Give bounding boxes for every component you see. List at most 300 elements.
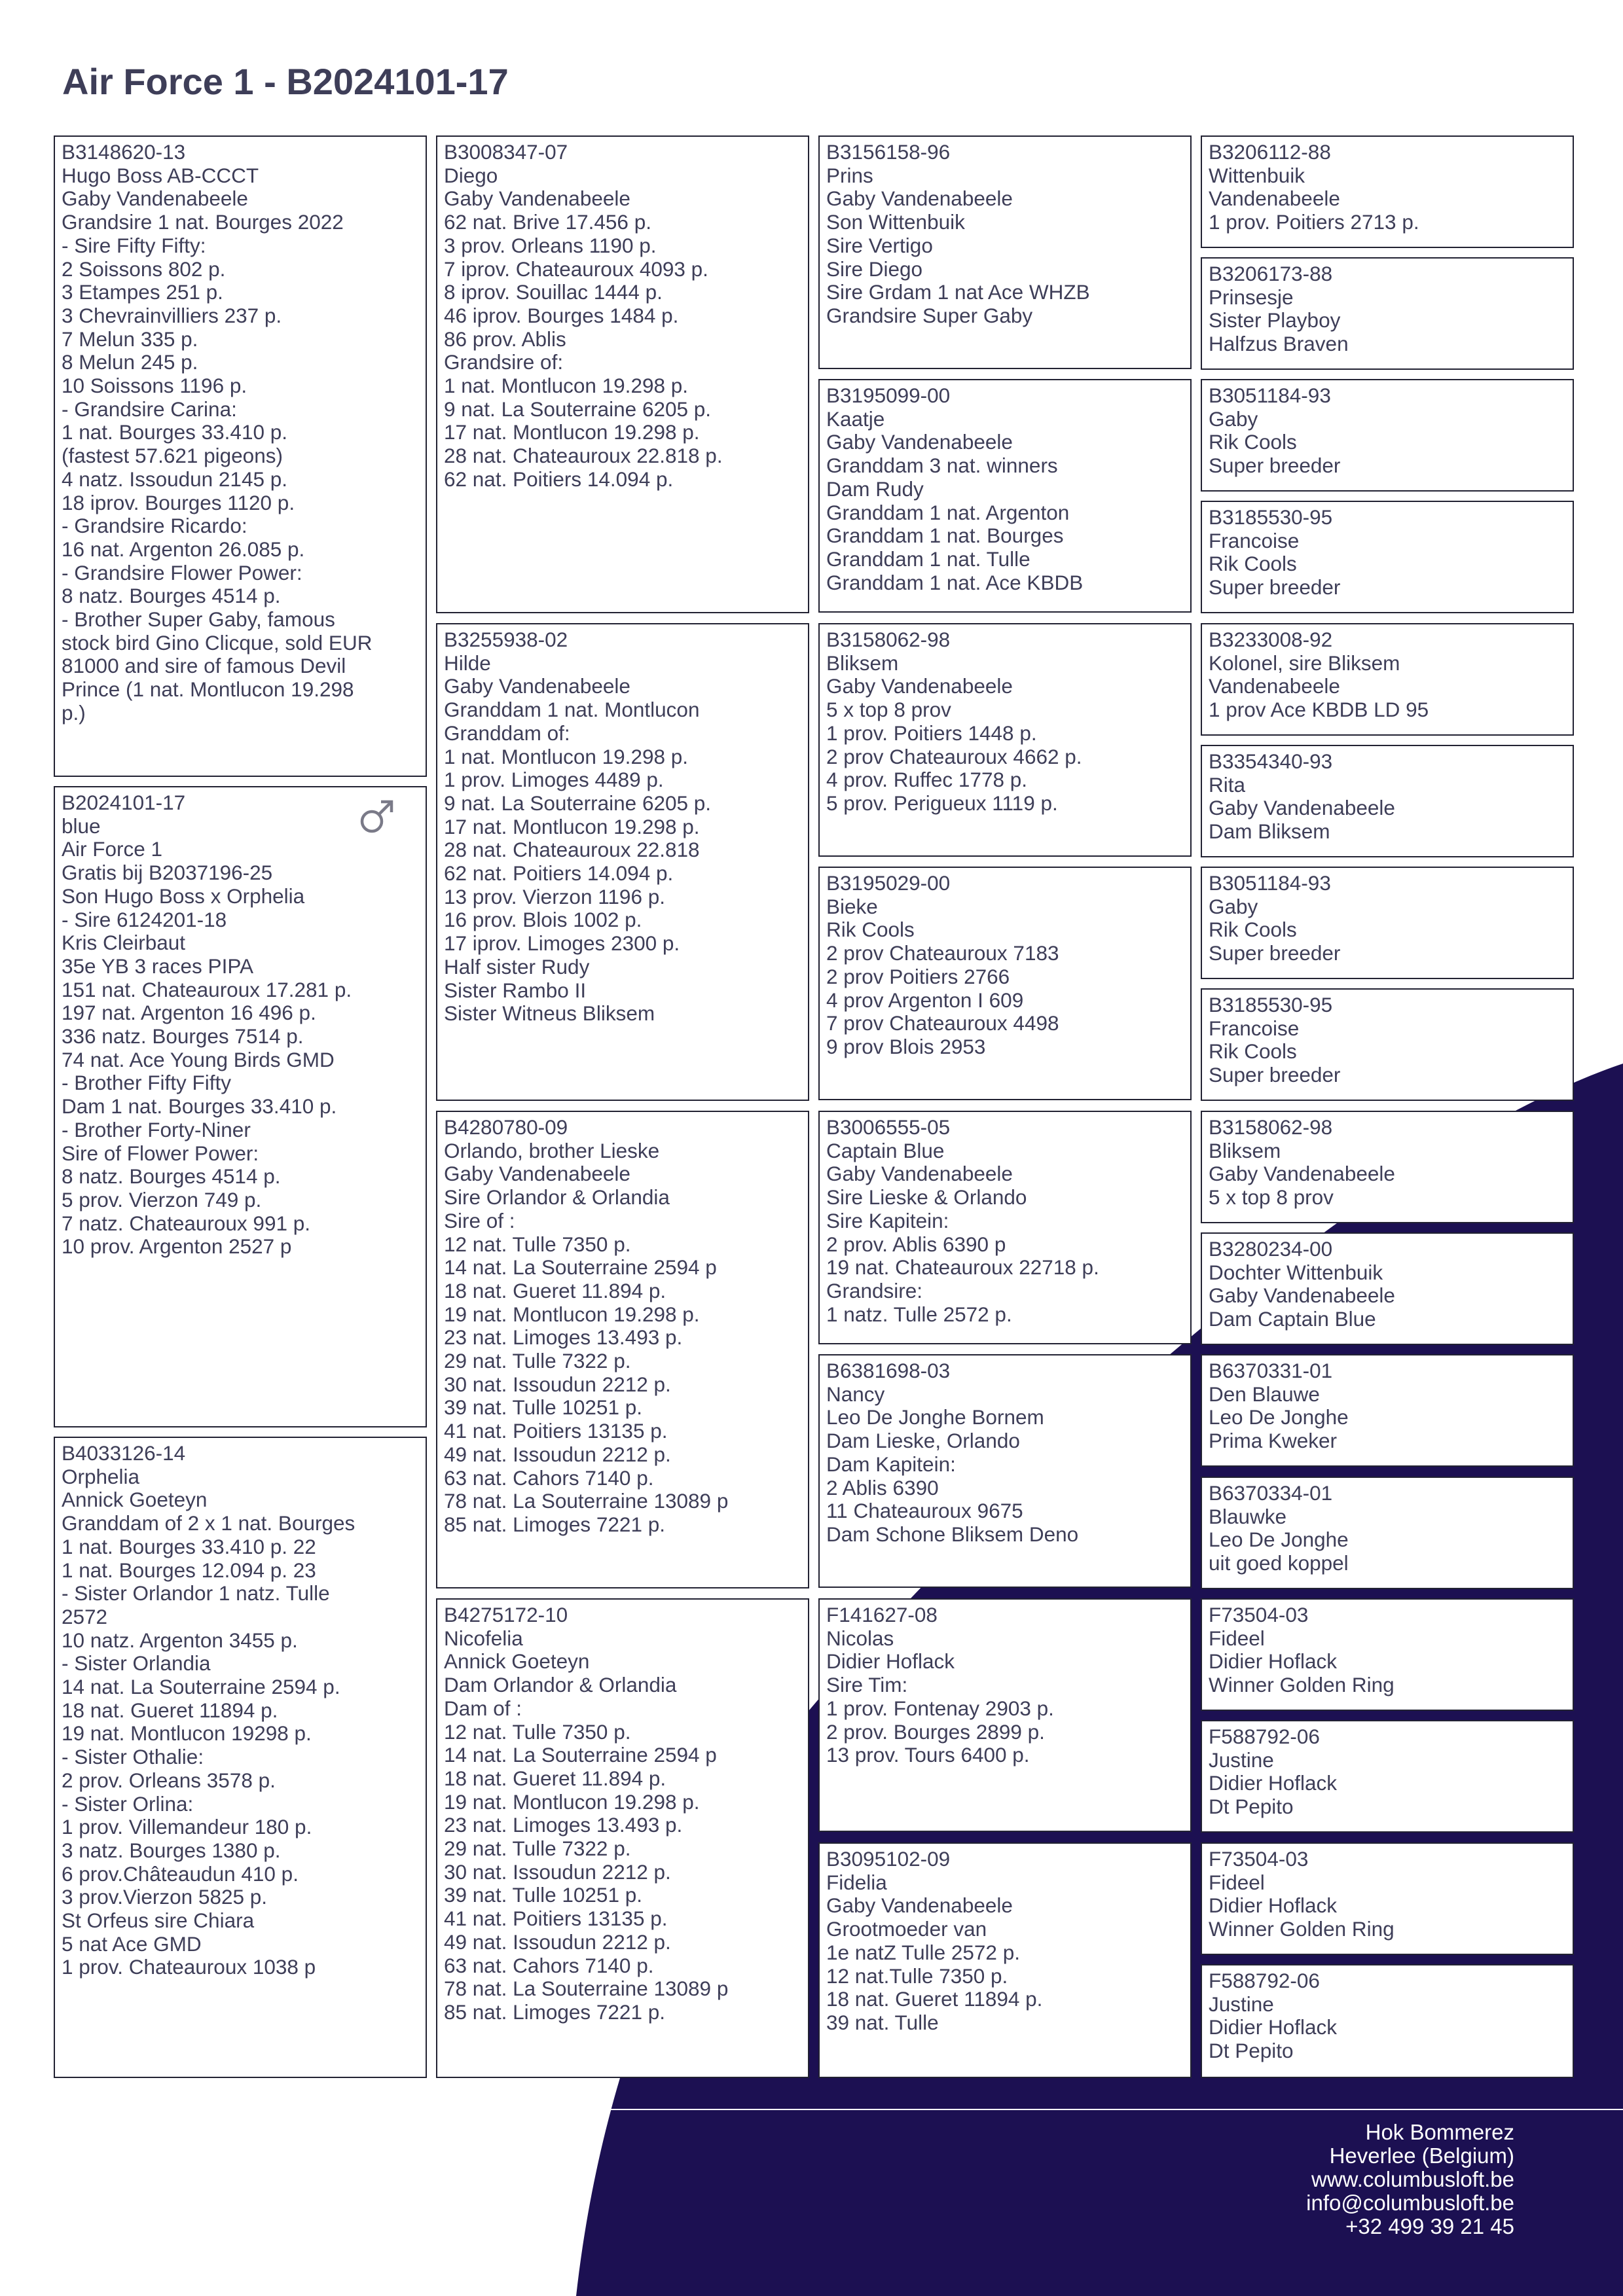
card-line: 7 prov Chateauroux 4498 <box>826 1011 1059 1035</box>
card-line: 81000 and sire of famous Devil <box>62 654 346 678</box>
card-gen4-9 <box>1201 1111 1574 1223</box>
card-line: Granddam 1 nat. Montlucon <box>444 698 700 722</box>
card-gen4-15 <box>1201 1842 1574 1955</box>
card-line: 62 nat. Brive 17.456 p. <box>444 210 651 234</box>
card-gen3-7 <box>818 1598 1192 1832</box>
card-line: Didier Hoflack <box>826 1649 955 1674</box>
card-line: Didier Hoflack <box>1209 1771 1338 1795</box>
card-line: Vandenabeele <box>1209 187 1340 211</box>
male-symbol-icon <box>357 797 397 836</box>
card-line: Rik Cools <box>1209 1039 1297 1064</box>
card-line: 3 natz. Bourges 1380 p. <box>62 1838 281 1862</box>
card-line: 74 nat. Ace Young Birds GMD <box>62 1047 335 1071</box>
card-line: 7 iprov. Chateauroux 4093 p. <box>444 257 708 281</box>
card-line: 4 prov Argenton I 609 <box>826 988 1024 1012</box>
ring-number: B6370334-01 <box>1209 1481 1333 1505</box>
card-line: 28 nat. Chateauroux 22.818 p. <box>444 444 723 468</box>
card-line: - Grandsire Ricardo: <box>62 514 247 538</box>
card-line: Gaby Vandenabeele <box>826 430 1013 454</box>
card-line: Rik Cools <box>826 918 915 942</box>
card-gen3-3 <box>818 623 1192 857</box>
card-line: Winner Golden Ring <box>1209 1917 1395 1941</box>
card-line: 1 nat. Montlucon 19.298 p. <box>444 374 689 398</box>
card-line: Gaby Vandenabeele <box>826 1162 1013 1186</box>
card-line: 3 prov.Vierzon 5825 p. <box>62 1885 268 1909</box>
card-line: Sister Rambo II <box>444 978 587 1002</box>
card-line: 1e natZ Tulle 2572 p. <box>826 1940 1020 1964</box>
card-line: Gaby Vandenabeele <box>826 674 1013 698</box>
card-dam <box>54 1437 427 2078</box>
ring-number: F73504-03 <box>1209 1603 1309 1626</box>
card-line: Sister Witneus Bliksem <box>444 1001 655 1026</box>
card-line: 1 prov. Poitiers 2713 p. <box>1209 210 1419 234</box>
ring-number: B3280234-00 <box>1209 1237 1333 1261</box>
card-line: Gaby Vandenabeele <box>444 187 630 211</box>
card-line: 2 prov. Orleans 3578 p. <box>62 1768 276 1792</box>
card-line: - Grandsire Carina: <box>62 397 237 421</box>
card-line: 9 prov Blois 2953 <box>826 1034 986 1058</box>
ring-number: B4275172-10 <box>444 1603 568 1626</box>
card-line: 1 natz. Tulle 2572 p. <box>826 1302 1012 1326</box>
website-link[interactable]: www.columbusloft.be <box>1311 2167 1514 2191</box>
card-line: Rik Cools <box>1209 430 1297 454</box>
card-gen4-1 <box>1201 135 1574 248</box>
card-line: Prins <box>826 163 873 187</box>
card-line: 30 nat. Issoudun 2212 p. <box>444 1859 671 1884</box>
card-line: 1 prov. Poitiers 1448 p. <box>826 721 1037 745</box>
ring-number: B3195099-00 <box>826 384 951 407</box>
card-line: Justine <box>1209 1992 1274 2016</box>
card-line: 9 nat. La Souterraine 6205 p. <box>444 397 712 421</box>
card-line: Sire of : <box>444 1208 515 1232</box>
card-line: 85 nat. Limoges 7221 p. <box>444 1512 665 1536</box>
card-line: 8 natz. Bourges 4514 p. <box>62 584 281 608</box>
card-line: 49 nat. Issoudun 2212 p. <box>444 1929 671 1954</box>
card-line: (fastest 57.621 pigeons) <box>62 444 283 468</box>
card-line: 12 nat. Tulle 7350 p. <box>444 1232 631 1256</box>
card-line: Fideel <box>1209 1870 1265 1894</box>
card-line: 5 nat Ace GMD <box>62 1931 202 1956</box>
card-line: 49 nat. Issoudun 2212 p. <box>444 1442 671 1466</box>
card-line: Den Blauwe <box>1209 1382 1320 1406</box>
card-line: 19 nat. Montlucon 19.298 p. <box>444 1789 700 1814</box>
ring-number: B3006555-05 <box>826 1115 951 1139</box>
card-line: - Grandsire Flower Power: <box>62 560 302 584</box>
card-line: Dam Kapitein: <box>826 1452 956 1476</box>
card-line: 13 prov. Tours 6400 p. <box>826 1743 1030 1767</box>
card-line: 39 nat. Tulle 10251 p. <box>444 1395 642 1420</box>
card-line: Orphelia <box>62 1464 140 1488</box>
card-line: 29 nat. Tulle 7322 p. <box>444 1349 631 1373</box>
card-line: 62 nat. Poitiers 14.094 p. <box>444 467 674 491</box>
card-line: 6 prov.Châteaudun 410 p. <box>62 1861 299 1886</box>
card-gen4-10 <box>1201 1232 1574 1345</box>
card-line: Sire of Flower Power: <box>62 1141 259 1165</box>
card-line: Son Hugo Boss x Orphelia <box>62 884 305 908</box>
card-line: stock bird Gino Clicque, sold EUR <box>62 630 373 655</box>
card-line: 3 prov. Orleans 1190 p. <box>444 233 657 257</box>
card-line: - Sister Orlandia <box>62 1651 211 1676</box>
card-gen3-6 <box>818 1354 1192 1588</box>
card-line: Dt Pepito <box>1209 2039 1294 2063</box>
card-line: Half sister Rudy <box>444 954 590 978</box>
card-line: 2 prov Chateauroux 7183 <box>826 941 1059 965</box>
card-line: 7 natz. Chateauroux 991 p. <box>62 1211 311 1235</box>
card-line: 30 nat. Issoudun 2212 p. <box>444 1372 671 1396</box>
ring-number: B3185530-95 <box>1209 505 1333 529</box>
card-line: Nicolas <box>826 1626 894 1650</box>
card-line: 151 nat. Chateauroux 17.281 p. <box>62 977 352 1001</box>
card-line: 8 natz. Bourges 4514 p. <box>62 1164 281 1189</box>
card-sire-sire <box>436 135 809 613</box>
card-line: Fideel <box>1209 1626 1265 1650</box>
card-line: - Sister Orlina: <box>62 1791 194 1816</box>
card-line: 10 Soissons 1196 p. <box>62 374 247 398</box>
ring-number: B3354340-93 <box>1209 749 1333 773</box>
card-line: Granddam 1 nat. Argenton <box>826 500 1070 524</box>
card-line: 2 prov Poitiers 2766 <box>826 964 1010 988</box>
ring-number: B3156158-96 <box>826 140 951 164</box>
card-line: Leo De Jonghe Bornem <box>826 1405 1044 1429</box>
card-gen4-11 <box>1201 1354 1574 1467</box>
loft-location: Heverlee (Belgium) <box>1329 2144 1514 2168</box>
card-line: 18 iprov. Bourges 1120 p. <box>62 490 295 514</box>
card-line: 1 prov. Fontenay 2903 p. <box>826 1696 1054 1720</box>
card-line: Gaby Vandenabeele <box>826 187 1013 211</box>
card-gen4-5 <box>1201 623 1574 736</box>
card-line: Dochter Wittenbuik <box>1209 1260 1383 1284</box>
ring-number: B3148620-13 <box>62 140 186 164</box>
card-line: Prima Kweker <box>1209 1429 1338 1453</box>
card-line: Sire Vertigo <box>826 233 933 257</box>
card-line: Francoise <box>1209 528 1300 552</box>
card-line: 39 nat. Tulle <box>826 2010 939 2034</box>
card-line: Hilde <box>444 651 491 675</box>
card-gen4-4 <box>1201 501 1574 613</box>
card-line: Granddam 1 nat. Tulle <box>826 547 1030 571</box>
ring-number: B3185530-95 <box>1209 993 1333 1016</box>
card-line: 41 nat. Poitiers 13135 p. <box>444 1419 668 1443</box>
ring-number: B3095102-09 <box>826 1847 951 1871</box>
ring-number: B3051184-93 <box>1209 384 1331 407</box>
card-line: 19 nat. Montlucon 19298 p. <box>62 1721 312 1746</box>
card-gen3-4 <box>818 867 1192 1100</box>
card-gen4-14 <box>1201 1720 1574 1833</box>
card-line: 336 natz. Bourges 7514 p. <box>62 1024 304 1049</box>
card-line: Gaby <box>1209 406 1258 431</box>
card-line: Gaby Vandenabeele <box>444 1162 630 1186</box>
card-line: Super breeder <box>1209 454 1341 478</box>
ring-number: B3206112-88 <box>1209 140 1331 164</box>
card-line: 1 prov Ace KBDB LD 95 <box>1209 698 1429 722</box>
card-line: 12 nat. Tulle 7350 p. <box>444 1719 631 1744</box>
card-line: 78 nat. La Souterraine 13089 p <box>444 1977 729 2001</box>
card-line: Bieke <box>826 894 878 918</box>
card-line: - Sister Orlandor 1 natz. Tulle <box>62 1581 330 1605</box>
card-line: 14 nat. La Souterraine 2594 p. <box>62 1675 340 1699</box>
card-gen4-8 <box>1201 988 1574 1101</box>
card-line: 10 prov. Argenton 2527 p <box>62 1234 292 1259</box>
card-line: 86 prov. Ablis <box>444 327 566 351</box>
card-line: 12 nat.Tulle 7350 p. <box>826 1964 1008 1988</box>
card-line: Gaby Vandenabeele <box>62 187 248 211</box>
card-line: 29 nat. Tulle 7322 p. <box>444 1837 631 1861</box>
card-line: Dam 1 nat. Bourges 33.410 p. <box>62 1094 337 1119</box>
card-line: - Brother Super Gaby, famous <box>62 607 335 632</box>
card-line: 1 prov. Limoges 4489 p. <box>444 768 664 792</box>
card-line: Bliksem <box>826 651 899 675</box>
card-line: 8 Melun 245 p. <box>62 350 198 374</box>
card-line: Sire Diego <box>826 257 923 281</box>
card-line: Bliksem <box>1209 1138 1281 1162</box>
card-line: 4 prov. Ruffec 1778 p. <box>826 768 1028 792</box>
card-gen3-1 <box>818 135 1192 369</box>
card-line: Sister Playboy <box>1209 308 1341 332</box>
card-line: 2 prov Chateauroux 4662 p. <box>826 744 1082 768</box>
card-line: Rik Cools <box>1209 552 1297 576</box>
card-line: 5 x top 8 prov <box>1209 1185 1334 1210</box>
card-line: 78 nat. La Souterraine 13089 p <box>444 1489 729 1513</box>
card-line: 1 prov. Villemandeur 180 p. <box>62 1815 312 1839</box>
card-line: St Orfeus sire Chiara <box>62 1909 255 1933</box>
footer-divider <box>599 2109 1623 2110</box>
card-line: Dam Lieske, Orlando <box>826 1429 1020 1453</box>
card-line: Granddam of 2 x 1 nat. Bourges <box>62 1511 356 1535</box>
card-line: - Sister Othalie: <box>62 1745 204 1769</box>
card-line: 18 nat. Gueret 11894 p. <box>826 1987 1043 2011</box>
card-line: 19 nat. Chateauroux 22718 p. <box>826 1255 1099 1280</box>
card-line: Sire Lieske & Orlando <box>826 1185 1027 1210</box>
card-line: 23 nat. Limoges 13.493 p. <box>444 1325 683 1350</box>
ring-number: B3195029-00 <box>826 871 951 895</box>
ring-number: F73504-03 <box>1209 1847 1309 1871</box>
card-line: 3 Chevrainvilliers 237 p. <box>62 303 282 327</box>
card-line: Blauwke <box>1209 1504 1287 1528</box>
card-line: Halfzus Braven <box>1209 332 1349 356</box>
card-gen4-3 <box>1201 379 1574 492</box>
card-gen4-12 <box>1201 1477 1574 1589</box>
ring-number: B3158062-98 <box>1209 1115 1333 1139</box>
card-line: 5 prov. Vierzon 749 p. <box>62 1187 262 1211</box>
card-dam-dam <box>436 1598 809 2078</box>
card-gen4-2 <box>1201 257 1574 370</box>
card-line: Dam Schone Bliksem Deno <box>826 1522 1079 1546</box>
card-main-pigeon <box>54 786 427 1427</box>
card-line: Dam Captain Blue <box>1209 1307 1376 1331</box>
card-line: 2 Ablis 6390 <box>826 1475 939 1499</box>
card-line: Wittenbuik <box>1209 163 1305 187</box>
card-line: 16 nat. Argenton 26.085 p. <box>62 537 305 561</box>
card-line: Granddam 3 nat. winners <box>826 454 1058 478</box>
card-line: Gaby Vandenabeele <box>1209 1162 1395 1186</box>
card-line: Fidelia <box>826 1870 887 1894</box>
card-line: uit goed koppel <box>1209 1551 1349 1575</box>
ring-number: B3158062-98 <box>826 628 951 651</box>
card-line: 85 nat. Limoges 7221 p. <box>444 2000 665 2024</box>
ring-number: B4033126-14 <box>62 1441 186 1465</box>
card-line: 1 prov. Chateauroux 1038 p <box>62 1955 316 1979</box>
card-line: Dam Orlandor & Orlandia <box>444 1673 677 1697</box>
card-line: 197 nat. Argenton 16 496 p. <box>62 1001 316 1025</box>
card-line: 2 prov. Bourges 2899 p. <box>826 1719 1045 1744</box>
card-line: 14 nat. La Souterraine 2594 p <box>444 1255 717 1280</box>
card-line: 5 prov. Perigueux 1119 p. <box>826 791 1058 815</box>
card-line: - Sire 6124201-18 <box>62 907 227 931</box>
card-line: 18 nat. Gueret 11.894 p. <box>444 1766 666 1790</box>
card-line: 1 nat. Bourges 12.094 p. 23 <box>62 1558 316 1582</box>
card-line: Annick Goeteyn <box>444 1649 590 1674</box>
card-line: 16 prov. Blois 1002 p. <box>444 908 642 932</box>
card-gen4-7 <box>1201 867 1574 979</box>
card-line: Nancy <box>826 1382 885 1406</box>
card-line: 41 nat. Poitiers 13135 p. <box>444 1907 668 1931</box>
card-line: Gratis bij B2037196-25 <box>62 861 273 885</box>
card-line: p.) <box>62 700 86 725</box>
card-line: Dam Rudy <box>826 476 924 501</box>
card-gen3-8 <box>818 1842 1192 2078</box>
ring-number: B6381698-03 <box>826 1359 951 1382</box>
card-line: 23 nat. Limoges 13.493 p. <box>444 1813 683 1837</box>
card-line: Winner Golden Ring <box>1209 1673 1395 1697</box>
card-line: 4 natz. Issoudun 2145 p. <box>62 467 288 491</box>
card-line: 5 x top 8 prov <box>826 698 951 722</box>
ring-number: B3255938-02 <box>444 628 568 651</box>
ring-number: B4280780-09 <box>444 1115 568 1139</box>
card-line: 17 nat. Montlucon 19.298 p. <box>444 420 700 444</box>
card-line: 11 Chateauroux 9675 <box>826 1499 1023 1523</box>
card-line: Super breeder <box>1209 1063 1341 1087</box>
page-title: Air Force 1 - B2024101-17 <box>62 61 509 102</box>
card-gen3-2 <box>818 379 1192 613</box>
card-line: 2572 <box>62 1604 108 1628</box>
card-line: 9 nat. La Souterraine 6205 p. <box>444 791 712 815</box>
card-line: 13 prov. Vierzon 1196 p. <box>444 884 665 908</box>
card-line: Didier Hoflack <box>1209 1649 1338 1674</box>
card-line: 14 nat. La Souterraine 2594 p <box>444 1743 717 1767</box>
card-line: Sire Grdam 1 nat Ace WHZB <box>826 280 1090 304</box>
card-line: Annick Goeteyn <box>62 1488 208 1512</box>
card-line: 2 prov. Ablis 6390 p <box>826 1232 1006 1256</box>
card-line: 63 nat. Cahors 7140 p. <box>444 1953 654 1977</box>
card-line: Prince (1 nat. Montlucon 19.298 <box>62 677 354 702</box>
card-line: Sire Tim: <box>826 1673 908 1697</box>
card-line: Super breeder <box>1209 575 1341 600</box>
ring-number: B3051184-93 <box>1209 871 1331 895</box>
card-line: - Brother Fifty Fifty <box>62 1071 232 1095</box>
ring-number: F141627-08 <box>826 1603 938 1626</box>
phone-number: +32 499 39 21 45 <box>1345 2214 1514 2238</box>
card-line: 62 nat. Poitiers 14.094 p. <box>444 861 674 886</box>
card-line: 8 iprov. Souillac 1444 p. <box>444 280 663 304</box>
card-line: Dt Pepito <box>1209 1795 1294 1819</box>
ring-number: B3008347-07 <box>444 140 568 164</box>
card-line: Rik Cools <box>1209 918 1297 942</box>
card-line: Super breeder <box>1209 941 1341 965</box>
card-line: Justine <box>1209 1748 1274 1772</box>
loft-name: Hok Bommerez <box>1365 2120 1514 2144</box>
ring-number: B3233008-92 <box>1209 628 1333 651</box>
card-line: Gaby Vandenabeele <box>444 674 630 698</box>
card-line: 17 nat. Montlucon 19.298 p. <box>444 814 700 838</box>
card-dam-sire <box>436 1111 809 1588</box>
card-line: Prinsesje <box>1209 285 1294 309</box>
card-line: Dam Bliksem <box>1209 819 1330 844</box>
card-line: - Brother Forty-Niner <box>62 1117 251 1141</box>
email-link[interactable]: info@columbusloft.be <box>1306 2191 1514 2215</box>
ring-number: F588792-06 <box>1209 1969 1320 1992</box>
card-line: 1 nat. Bourges 33.410 p. 22 <box>62 1534 316 1558</box>
card-line: Hugo Boss AB-CCCT <box>62 163 259 187</box>
card-line: 10 natz. Argenton 3455 p. <box>62 1628 298 1652</box>
card-line: Grandsire of: <box>444 350 564 374</box>
card-line: - Sire Fifty Fifty: <box>62 233 206 257</box>
card-line: 46 iprov. Bourges 1484 p. <box>444 303 679 327</box>
ring-number: B3206173-88 <box>1209 262 1333 285</box>
card-gen3-5 <box>818 1111 1192 1344</box>
card-gen4-13 <box>1201 1598 1574 1711</box>
card-line: 17 iprov. Limoges 2300 p. <box>444 931 680 956</box>
card-line: 35e YB 3 races PIPA <box>62 954 254 978</box>
ring-number: B2024101-17 <box>62 791 186 814</box>
card-line: 2 Soissons 802 p. <box>62 257 226 281</box>
card-line: Grandsire: <box>826 1278 923 1302</box>
card-line: Granddam of: <box>444 721 570 745</box>
card-line: Rita <box>1209 772 1246 797</box>
card-line: blue <box>62 814 101 838</box>
card-line: 19 nat. Montlucon 19.298 p. <box>444 1302 700 1326</box>
card-line: Didier Hoflack <box>1209 2015 1338 2039</box>
card-line: Gaby <box>1209 894 1258 918</box>
card-line: Kolonel, sire Bliksem <box>1209 651 1400 675</box>
card-sire-dam <box>436 623 809 1101</box>
card-line: Orlando, brother Lieske <box>444 1138 660 1162</box>
card-gen4-6 <box>1201 745 1574 857</box>
card-line: Dam of : <box>444 1696 522 1720</box>
card-line: 1 nat. Bourges 33.410 p. <box>62 420 288 444</box>
card-line: Son Wittenbuik <box>826 210 965 234</box>
card-line: Sire Kapitein: <box>826 1208 949 1232</box>
card-line: 28 nat. Chateauroux 22.818 <box>444 838 700 862</box>
footer-contact <box>1306 2121 1514 2238</box>
card-line: Captain Blue <box>826 1138 945 1162</box>
card-line: 7 Melun 335 p. <box>62 327 198 351</box>
card-line: 3 Etampes 251 p. <box>62 280 223 304</box>
card-line: Sire Orlandor & Orlandia <box>444 1185 670 1210</box>
card-line: Francoise <box>1209 1016 1300 1040</box>
card-line: Kris Cleirbaut <box>62 931 186 955</box>
card-line: 63 nat. Cahors 7140 p. <box>444 1465 654 1490</box>
ring-number: B6370331-01 <box>1209 1359 1333 1382</box>
card-line: 1 nat. Montlucon 19.298 p. <box>444 744 689 768</box>
card-line: Leo De Jonghe <box>1209 1528 1349 1552</box>
card-line: Leo De Jonghe <box>1209 1405 1349 1429</box>
card-line: Nicofelia <box>444 1626 523 1650</box>
card-line: Gaby Vandenabeele <box>1209 796 1395 820</box>
card-gen4-16 <box>1201 1964 1574 2078</box>
card-line: 39 nat. Tulle 10251 p. <box>444 1883 642 1907</box>
card-line: Kaatje <box>826 406 885 431</box>
card-line: Grandsire 1 nat. Bourges 2022 <box>62 210 344 234</box>
card-sire <box>54 135 427 777</box>
card-line: Vandenabeele <box>1209 674 1340 698</box>
card-line: Gaby Vandenabeele <box>1209 1283 1395 1308</box>
ring-number: F588792-06 <box>1209 1725 1320 1748</box>
card-line: Gaby Vandenabeele <box>826 1893 1013 1918</box>
card-line: Granddam 1 nat. Ace KBDB <box>826 570 1084 594</box>
card-line: Didier Hoflack <box>1209 1893 1338 1918</box>
card-line: Granddam 1 nat. Bourges <box>826 524 1064 548</box>
card-line: Air Force 1 <box>62 837 163 861</box>
